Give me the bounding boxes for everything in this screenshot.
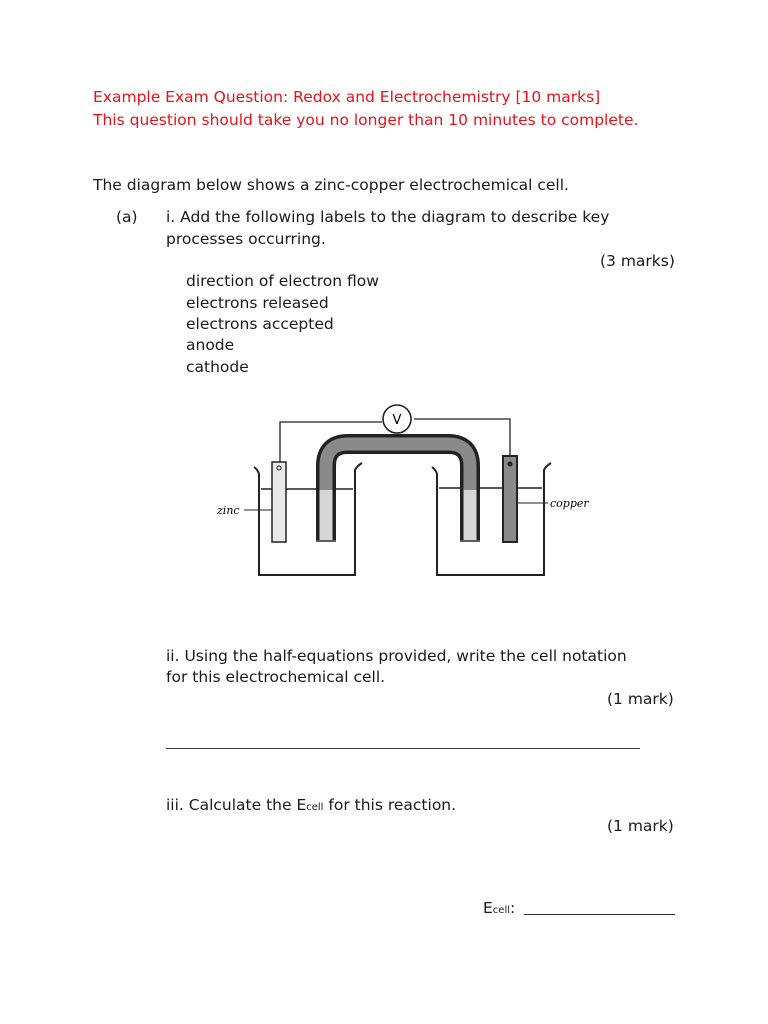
exam-title: Example Exam Question: Redox and Electrochemistry [10 marks] <box>93 88 601 106</box>
list-item: electrons released <box>186 294 329 312</box>
ecell-subscript: cell <box>492 905 511 916</box>
q1-line1: i. Add the following labels to the diagram to describe key <box>166 208 610 226</box>
ecell-colon: : <box>510 899 516 917</box>
q3-suffix: for this reaction. <box>323 796 457 814</box>
salt-bridge <box>316 444 480 541</box>
q2-marks: (1 mark) <box>607 690 674 708</box>
list-item: electrons accepted <box>186 315 334 333</box>
voltmeter-label: V <box>392 413 402 428</box>
left-beaker <box>254 463 362 575</box>
part-a-label: (a) <box>116 208 138 226</box>
right-beaker <box>432 463 551 575</box>
voltmeter <box>383 405 411 433</box>
cell-notation-answer-line[interactable] <box>166 748 640 749</box>
ecell-answer-line[interactable] <box>524 914 675 915</box>
electrochemical-cell-diagram <box>200 400 600 585</box>
q3-subscript: cell <box>306 802 324 813</box>
list-item: anode <box>186 336 235 354</box>
q3-text <box>166 796 456 814</box>
q1-marks: (3 marks) <box>600 252 675 270</box>
ecell-e: E <box>483 899 493 917</box>
ecell-answer <box>483 899 515 917</box>
q3-marks: (1 mark) <box>607 817 674 835</box>
list-item: direction of electron flow <box>186 272 379 290</box>
q1-line2: processes occurring. <box>166 230 326 248</box>
time-note: This question should take you no longer than 10 minutes to complete. <box>93 111 639 129</box>
q2-line1: ii. Using the half-equations provided, write the cell notation <box>166 647 627 665</box>
copper-label: copper <box>550 497 589 510</box>
zinc-electrode <box>272 462 286 542</box>
copper-electrode <box>503 456 517 542</box>
q3-prefix: iii. Calculate the E <box>166 796 307 814</box>
list-item: cathode <box>186 358 249 376</box>
intro-text: The diagram below shows a zinc-copper electrochemical cell. <box>93 176 569 194</box>
q2-line2: for this electrochemical cell. <box>166 668 386 686</box>
zinc-label: zinc <box>217 504 240 517</box>
